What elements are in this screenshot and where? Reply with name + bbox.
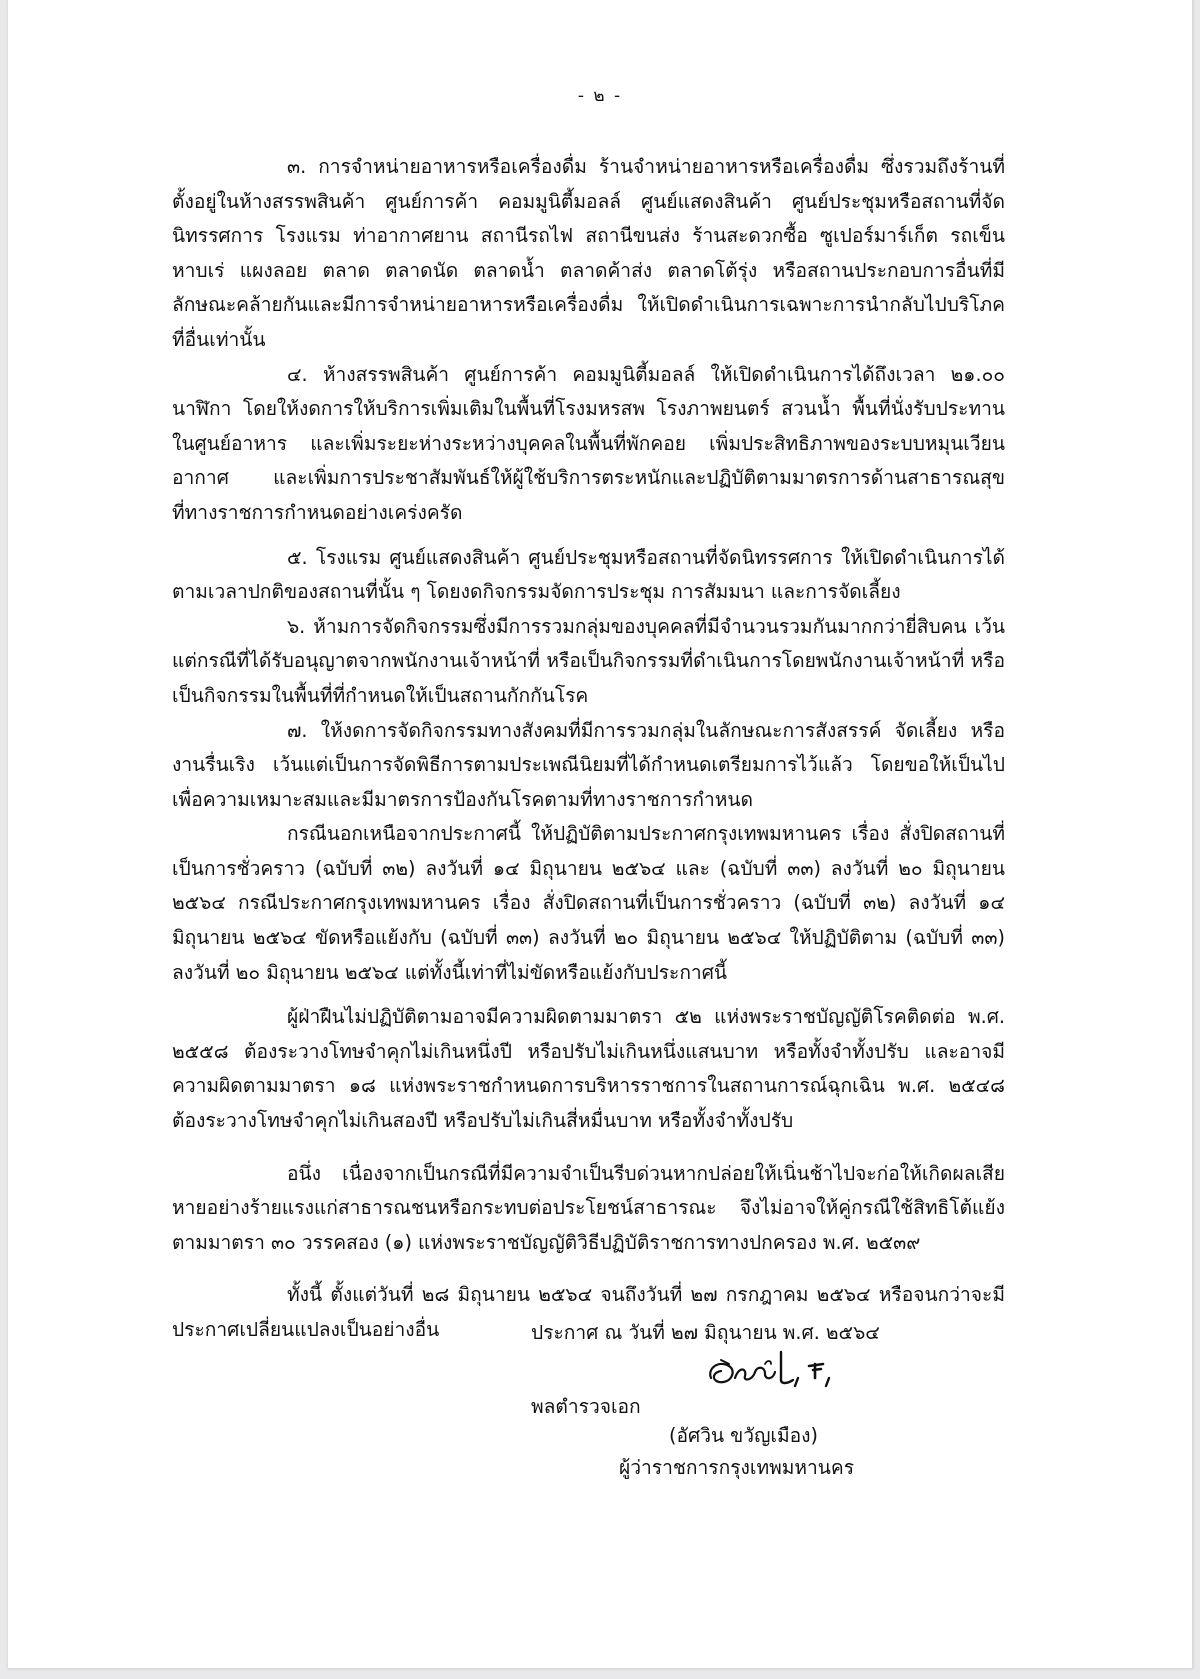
document-page bbox=[8, 0, 1193, 1669]
paragraph-item-5: ๕. โรงแรม ศูนย์แสดงสินค้า ศูนย์ประชุมหรือสถานที่จัดนิทรรศการ ให้เปิดดำเนินการได้ตามเวลาปกติของสถานที่นั้น ๆ โดยงดกิจกรรมจัดการประชุม การสัมมนา และการจัดเลี้ยง bbox=[172, 545, 1005, 604]
signer-rank: พลตำรวจเอก bbox=[531, 1395, 641, 1418]
page-number: - ๒ - bbox=[577, 86, 623, 106]
paragraph-item-6: ๖. ห้ามการจัดกิจกรรมซึ่งมีการรวมกลุ่มของบุคคลที่มีจำนวนรวมกันมากกว่ายี่สิบคน เว้นแต่กรณีที่ได้รับอนุญาตจากพนักงานเจ้าหน้าที่ หรือเป็นกิจกรรมที่ดำเนินการโดยพนักงานเจ้าหน้าที่ หรือเป็นกิจกรรมในพื้นที่ที่กำหนดให้เป็นสถานกักกันโรค bbox=[172, 614, 1005, 707]
paragraph-penalties: ผู้ฝ่าฝืนไม่ปฏิบัติตามอาจมีความผิดตามมาตรา ๕๒ แห่งพระราชบัญญัติโรคติดต่อ พ.ศ. ๒๕๕๘ ต้องระวางโทษจำคุกไม่เกินหนึ่งปี หรือปรับไม่เกินหนึ่งแสนบาท หรือทั้งจำทั้งปรับ และอาจมีความผิดตามมาตรา ๑๘ แห่งพระราชกำหนดการบริหารราชการในสถานการณ์ฉุกเฉิน พ.ศ. ๒๕๔๘ ต้องระวางโทษจำคุกไม่เกินสองปี หรือปรับไม่เกินสี่หมื่นบาท หรือทั้งจำทั้งปรับ bbox=[172, 1005, 1005, 1133]
paragraph-effective-period: ทั้งนี้ ตั้งแต่วันที่ ๒๘ มิถุนายน ๒๕๖๔ จนถึงวันที่ ๒๗ กรกฎาคม ๒๕๖๔ หรือจนกว่าจะมีประกาศเปลี่ยนแปลงเป็นอย่างอื่น bbox=[172, 1283, 1005, 1341]
signer-title: ผู้ว่าราชการกรุงเทพมหานคร bbox=[619, 1456, 855, 1479]
handwritten-signature-icon bbox=[703, 1344, 853, 1394]
announcement-date: ประกาศ ณ วันที่ ๒๗ มิถุนายน พ.ศ. ๒๕๖๔ bbox=[531, 1321, 880, 1344]
paragraph-item-4: ๔. ห้างสรรพสินค้า ศูนย์การค้า คอมมูนิตี้มอลล์ ให้เปิดดำเนินการได้ถึงเวลา ๒๑.๐๐ นาฬิกา โดยให้งดการให้บริการเพิ่มเติมในพื้นที่โรงมหรสพ โรงภาพยนตร์ สวนน้ำ พื้นที่นั่งรับประทานในศูนย์อาหาร และเพิ่มระยะห่างระหว่างบุคคลในพื้นที่พักคอย เพิ่มประสิทธิภาพของระบบหมุนเวียนอากาศ และเพิ่มการประชาสัมพันธ์ให้ผู้ใช้บริการตระหนักและปฏิบัติตามมาตรการด้านสาธารณสุขที่ทางราชการกำหนดอย่างเคร่งครัด bbox=[172, 362, 1005, 524]
signer-name: (อัศวิน ขวัญเมือง) bbox=[669, 1424, 819, 1447]
paragraph-item-3: ๓. การจำหน่ายอาหารหรือเครื่องดื่ม ร้านจำหน่ายอาหารหรือเครื่องดื่ม ซึ่งรวมถึงร้านที่ตั้งอยู่ในห้างสรรพสินค้า ศูนย์การค้า คอมมูนิตี้มอลล์ ศูนย์แสดงสินค้า ศูนย์ประชุมหรือสถานที่จัดนิทรรศการ โรงแรม ท่าอากาศยาน สถานีรถไฟ สถานีขนส่ง ร้านสะดวกซื้อ ซูเปอร์มาร์เก็ต รถเข็น หาบเร่ แผงลอย ตลาด ตลาดนัด ตลาดน้ำ ตลาดค้าส่ง ตลาดโต้รุ่ง หรือสถานประกอบการอื่นที่มีลักษณะคล้ายกันและมีการจำหน่ายอาหารหรือเครื่องดื่ม ให้เปิดดำเนินการเฉพาะการนำกลับไปบริโภคที่อื่นเท่านั้น bbox=[172, 155, 1005, 351]
paragraph-other-cases: กรณีนอกเหนือจากประกาศนี้ ให้ปฏิบัติตามประกาศกรุงเทพมหานคร เรื่อง สั่งปิดสถานที่เป็นการชั่วคราว (ฉบับที่ ๓๒) ลงวันที่ ๑๔ มิถุนายน ๒๕๖๔ และ (ฉบับที่ ๓๓) ลงวันที่ ๒๐ มิถุนายน ๒๕๖๔ กรณีประกาศกรุงเทพมหานคร เรื่อง สั่งปิดสถานที่เป็นการชั่วคราว (ฉบับที่ ๓๒) ลงวันที่ ๑๔ มิถุนายน ๒๕๖๔ ขัดหรือแย้งกับ (ฉบับที่ ๓๓) ลงวันที่ ๒๐ มิถุนายน ๒๕๖๔ ให้ปฏิบัติตาม (ฉบับที่ ๓๓) ลงวันที่ ๒๐ มิถุนายน ๒๕๖๔ แต่ทั้งนี้เท่าที่ไม่ขัดหรือแย้งกับประกาศนี้ bbox=[172, 822, 1005, 984]
paragraph-urgency: อนึ่ง เนื่องจากเป็นกรณีที่มีความจำเป็นรีบด่วนหากปล่อยให้เนิ่นช้าไปจะก่อให้เกิดผลเสียหายอย่างร้ายแรงแก่สาธารณชนหรือกระทบต่อประโยชน์สาธารณะ จึงไม่อาจให้คู่กรณีใช้สิทธิโต้แย้ง ตามมาตรา ๓๐ วรรคสอง (๑) แห่งพระราชบัญญัติวิธีปฏิบัติราชการทางปกครอง พ.ศ. ๒๕๓๙ bbox=[172, 1161, 1005, 1254]
document-body bbox=[172, 150, 1005, 1348]
paragraph-item-7: ๗. ให้งดการจัดกิจกรรมทางสังคมที่มีการรวมกลุ่มในลักษณะการสังสรรค์ จัดเลี้ยง หรืองานรื่นเริง เว้นแต่เป็นการจัดพิธีการตามประเพณีนิยมที่ได้กำหนดเตรียมการไว้แล้ว โดยขอให้เป็นไปเพื่อความเหมาะสมและมีมาตรการป้องกันโรคตามที่ทางราชการกำหนด bbox=[172, 718, 1005, 811]
